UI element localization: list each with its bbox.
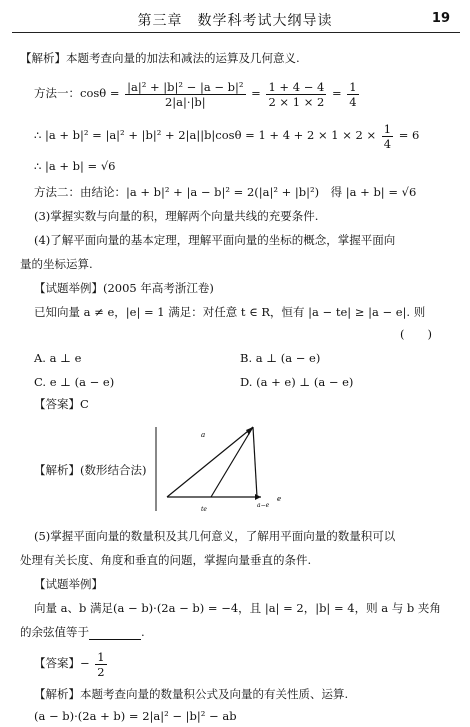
answer-bracket: ( ) <box>400 327 432 341</box>
analysis-heading-3: 【解析】本题考查向量的数量积公式及向量的有关性质、运算. <box>34 687 349 701</box>
method-one-line <box>34 76 361 110</box>
numeric-fraction <box>266 80 326 109</box>
analysis-heading-1: 【解析】本题考查向量的加法和减法的运算及几何意义. <box>20 51 300 65</box>
problem-2-cont <box>20 624 145 640</box>
vector-diagram <box>153 425 303 515</box>
label-a-minus-e: a−e <box>257 502 270 509</box>
answer-2-num: 1 <box>97 649 105 664</box>
method-two-line: 方法二：由结论：|a + b|² + |a − b|² = 2(|a|² + |b|²) 得 |a + b| = √6 <box>34 185 417 199</box>
vector-a <box>167 427 253 497</box>
problem-2: 向量 a、b 满足(a − b)·(2a − b) = −4，且 |a| = 2，|b| = 4，则 a 与 b 夹角 <box>34 601 441 615</box>
option-b: B. a ⊥ (a − e) <box>240 351 321 365</box>
dot-product-expansion: (a − b)·(2a + b) = 2|a|² − |b|² − ab <box>34 709 237 723</box>
option-c: C. e ⊥ (a − e) <box>34 375 115 389</box>
example-heading-1: 【试题举例】(2005 年高考浙江卷) <box>34 281 214 295</box>
option-a: A. a ⊥ e <box>34 351 82 365</box>
item-5-cont: 处理有关长度、角度和垂直的问题，掌握向量垂直的条件. <box>20 553 312 567</box>
fill-blank <box>89 627 141 640</box>
page-header <box>0 0 470 30</box>
numeric-fraction-num: 1 + 4 − 4 <box>268 79 325 94</box>
numeric-fraction-den: 2 × 1 × 2 <box>268 94 325 109</box>
label-a: a <box>201 431 206 439</box>
item-4-cont: 量的坐标运算. <box>20 257 93 271</box>
item-5: (5)掌握平面向量的数量积及其几何意义，了解用平面向量的数量积可以 <box>34 529 396 543</box>
item-3: (3)掌握实数与向量的积，理解两个向量共线的充要条件. <box>34 209 319 223</box>
vector-a-minus-te <box>211 427 253 497</box>
page-number: 19 <box>431 11 450 26</box>
item-4: (4)了解平面向量的基本定理，理解平面向量的坐标的概念，掌握平面向 <box>34 233 396 247</box>
result-fraction-num: 1 <box>349 79 357 94</box>
label-te: te <box>201 506 207 513</box>
arrow-e <box>255 494 261 500</box>
answer-2-den: 2 <box>97 664 105 679</box>
arrow-a <box>246 427 253 435</box>
answer-2 <box>34 646 109 680</box>
result-fraction <box>347 80 358 109</box>
chapter-title: 第三章 数学科考试大纲导读 <box>137 13 333 29</box>
label-e: e <box>277 495 282 503</box>
vector-a-minus-e <box>253 427 257 497</box>
problem-statement: 已知向量 a ≠ e，|e| = 1 满足：对任意 t ∈ R，恒有 |a − te| ≥ |a − e|. 则 <box>34 305 426 319</box>
header-rule <box>12 32 460 33</box>
result-fraction-den: 4 <box>349 94 357 109</box>
sum-norm-line: ∴ |a + b| = √6 <box>34 159 116 173</box>
cos-fraction-num: |a|² + |b|² − |a − b|² <box>127 79 244 94</box>
option-d: D. (a + e) ⊥ (a − e) <box>240 375 354 389</box>
equals-1: = <box>251 86 261 100</box>
answer-1: 【答案】C <box>34 397 89 411</box>
sum-square-result: = 6 <box>398 128 420 142</box>
quarter-den: 4 <box>383 136 392 151</box>
problem-2-period: . <box>141 625 145 639</box>
example-heading-2: 【试题举例】 <box>34 577 103 591</box>
answer-2-fraction <box>95 650 106 679</box>
cos-fraction <box>125 80 245 109</box>
analysis-heading-2: 【解析】(数形结合法) <box>34 463 147 477</box>
quarter-num: 1 <box>383 121 392 136</box>
method-one-prefix: 方法一：cosθ = <box>34 86 120 100</box>
sum-square-line <box>34 118 419 152</box>
answer-2-prefix: 【答案】− <box>34 656 90 670</box>
problem-2-text: 的余弦值等于 <box>20 625 89 639</box>
equals-2: = <box>331 86 342 100</box>
quarter-fraction <box>382 122 393 151</box>
sum-square-expression: ∴ |a + b|² = |a|² + |b|² + 2|a||b|cosθ = 1 + 4 + 2 × 1 × 2 × <box>34 128 377 142</box>
cos-fraction-den: 2|a|·|b| <box>164 94 206 109</box>
